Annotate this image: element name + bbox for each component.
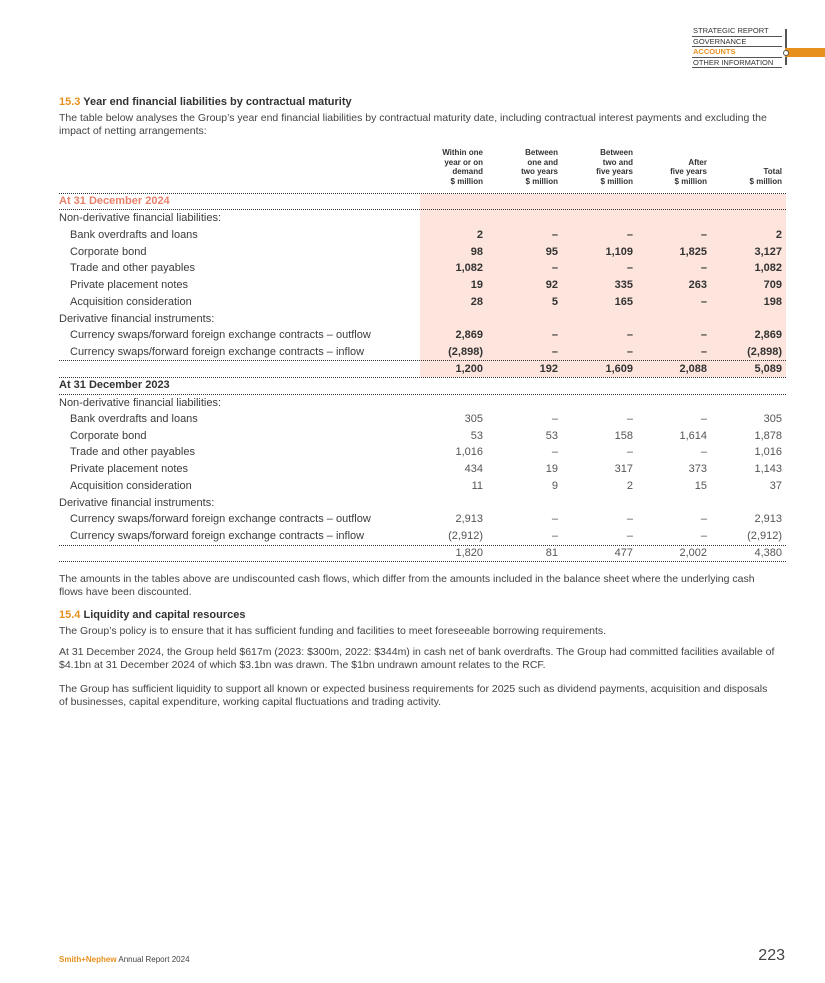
col-header-line: $ million: [525, 176, 558, 186]
table-row: [59, 294, 786, 311]
cell: 1,143: [754, 463, 782, 476]
report-name: Annual Report 2024: [116, 955, 190, 964]
footer-brand: [59, 955, 190, 964]
table-row: [59, 461, 786, 478]
cell: 192: [539, 362, 558, 375]
col-header-line: five years: [596, 167, 633, 176]
cell: –: [626, 513, 633, 526]
row-label: Currency swaps/forward foreign exchange contracts – outflow: [70, 329, 371, 342]
total-row-2023: [59, 545, 786, 562]
cell: –: [700, 413, 707, 425]
cell: 434: [464, 463, 483, 476]
nav-governance[interactable]: GOVERNANCE: [692, 37, 782, 48]
nav-strategic-report[interactable]: STRATEGIC REPORT: [692, 26, 782, 37]
cell: 477: [614, 546, 633, 559]
nav-other-information[interactable]: OTHER INFORMATION: [692, 58, 782, 69]
cell: –: [551, 513, 558, 526]
cell: 4,380: [754, 546, 782, 559]
section-15-3-intro: The table below analyses the Group’s year end financial liabilities by contractual maturity date, including contractual interest payments and excluding the impact of netting arrangements:: [59, 112, 767, 137]
category-text: Derivative financial instruments:: [59, 312, 215, 325]
paragraph: The Group’s policy is to ensure that it has sufficient funding and facilities to meet foreseeable borrowing requirements.: [59, 625, 607, 637]
cell: (2,912): [448, 529, 483, 542]
cell: 1,082: [754, 262, 782, 275]
col-header-line: $ million: [450, 176, 483, 186]
row-label: Trade and other payables: [70, 262, 195, 275]
row-label: Acquisition consideration: [70, 295, 192, 308]
cell: –: [700, 262, 707, 275]
nav-accounts[interactable]: ACCOUNTS: [692, 47, 782, 58]
cell: –: [700, 229, 707, 241]
cell: 53: [545, 429, 558, 442]
cell: –: [626, 345, 633, 358]
cell: 165: [614, 295, 633, 308]
cell: –: [626, 413, 633, 425]
cell: –: [551, 229, 558, 241]
cell: –: [700, 529, 707, 542]
cell: 2: [476, 229, 483, 241]
row-label: Currency swaps/forward foreign exchange contracts – inflow: [70, 345, 365, 358]
table-row: [59, 277, 786, 294]
table-row: [59, 344, 786, 361]
cell: 317: [614, 463, 633, 476]
brand-name: Smith+Nephew: [59, 955, 117, 964]
year-heading-2024: [59, 193, 786, 210]
cell: –: [700, 345, 707, 358]
category-label: [59, 210, 786, 227]
cell: 2: [626, 479, 633, 492]
cell: –: [626, 262, 633, 275]
section-heading: Liquidity and capital resources: [83, 609, 246, 621]
col-header-line: $ million: [600, 176, 633, 186]
category-label: [59, 395, 786, 412]
cell: 19: [470, 279, 483, 292]
col-header-two-to-five-years: [596, 148, 633, 186]
cell: 95: [545, 245, 558, 258]
cell: –: [700, 329, 707, 342]
cell: 2,913: [455, 513, 483, 526]
table-row: [59, 444, 786, 461]
cell: 98: [470, 245, 483, 258]
divider: [59, 561, 786, 562]
cell: 1,825: [679, 245, 707, 258]
row-label: Currency swaps/forward foreign exchange contracts – inflow: [70, 529, 365, 542]
category-text: Derivative financial instruments:: [59, 496, 215, 509]
table-row: [59, 327, 786, 344]
col-header-one-to-two-years: [521, 148, 558, 186]
table-row: [59, 260, 786, 277]
cell: 1,820: [455, 546, 483, 559]
cell: –: [551, 345, 558, 358]
row-label: Private placement notes: [70, 279, 189, 292]
section-heading: Year end financial liabilities by contractual maturity: [83, 96, 352, 108]
cell: 1,082: [455, 262, 483, 275]
section-number: 15.3: [59, 96, 81, 108]
paragraph: The Group has sufficient liquidity to support all known or expected business requirements for 2025 such as dividend payments, acquisition and disposals of businesses, capital expenditure, working capital fluctuations and trading activity.: [59, 683, 768, 708]
cell: –: [626, 329, 633, 342]
cell: 1,016: [754, 446, 782, 459]
col-header-line: $ million: [674, 176, 707, 186]
col-header-line: Between: [600, 148, 633, 157]
col-header-line: two and: [602, 157, 633, 167]
table-row: [59, 428, 786, 445]
cell: 2,869: [455, 329, 483, 342]
cell: 158: [614, 429, 633, 442]
cell: 1,614: [679, 429, 707, 442]
row-label: Trade and other payables: [70, 446, 195, 459]
cell: 15: [694, 479, 707, 492]
paragraph: At 31 December 2024, the Group held $617m (2023: $300m, 2022: $344m) in cash net of bank overdrafts. The Group had committed facilities available of $4.1bn at 31 December 2024 of which $3.1bn was drawn. The $1bn undrawn amount relates to the RCF.: [59, 646, 775, 671]
year-heading-label: At 31 December 2023: [59, 379, 170, 391]
col-header-line: $ million: [749, 176, 782, 186]
cell: –: [626, 529, 633, 542]
cell: 2: [775, 229, 782, 241]
col-header-line: Within one: [442, 148, 483, 157]
col-header-line: Between: [525, 148, 558, 157]
cell: –: [551, 446, 558, 459]
table-note: The amounts in the tables above are undiscounted cash flows, which differ from the amounts included in the balance sheet where the underlying cash flows have been discounted.: [59, 573, 755, 598]
cell: (2,898): [448, 345, 483, 358]
year-heading-2023: [59, 377, 786, 394]
table-row: [59, 478, 786, 495]
col-header-line: two years: [521, 167, 558, 176]
col-header-line: demand: [452, 167, 483, 176]
section-15-4-title: [59, 609, 245, 621]
cell: 5: [551, 295, 558, 308]
nav-dot: [783, 50, 789, 56]
table-row: [59, 511, 786, 528]
cell: 37: [769, 479, 782, 492]
cell: 1,609: [605, 362, 633, 375]
cell: 1,200: [455, 362, 483, 375]
cell: 373: [688, 463, 707, 476]
cell: 5,089: [754, 362, 782, 375]
cell: 81: [545, 546, 558, 559]
cell: –: [626, 229, 633, 241]
col-header-line: five years: [670, 167, 707, 176]
table-row: [59, 227, 786, 244]
nav-bar: [785, 29, 787, 65]
cell: 198: [763, 295, 782, 308]
row-label: Bank overdrafts and loans: [70, 229, 198, 241]
cell: 335: [614, 279, 633, 292]
cell: –: [700, 295, 707, 308]
cell: 9: [551, 479, 558, 492]
cell: –: [700, 446, 707, 459]
cell: –: [551, 329, 558, 342]
cell: 305: [464, 413, 483, 425]
cell: 11: [471, 479, 483, 492]
row-label: Corporate bond: [70, 245, 147, 258]
row-label: Acquisition consideration: [70, 479, 192, 492]
category-label: [59, 495, 786, 512]
section-nav: [692, 26, 782, 68]
section-15-3-title: [59, 96, 352, 108]
table-row: [59, 411, 786, 428]
row-label: Bank overdrafts and loans: [70, 413, 198, 425]
cell: 53: [470, 429, 483, 442]
section-number: 15.4: [59, 609, 81, 621]
cell: –: [700, 513, 707, 526]
col-header-total: [750, 167, 782, 186]
row-label: Currency swaps/forward foreign exchange contracts – outflow: [70, 513, 371, 526]
col-header-line: one and: [527, 157, 558, 167]
cell: 1,016: [455, 446, 483, 459]
table-row: [59, 244, 786, 261]
cell: 2,913: [754, 513, 782, 526]
cell: 1,878: [754, 429, 782, 442]
year-heading-label: At 31 December 2024: [59, 195, 170, 207]
nav-active-marker: [785, 48, 825, 57]
cell: (2,912): [747, 529, 782, 542]
cell: 19: [545, 463, 558, 476]
col-header-after-five-years: [670, 158, 707, 187]
cell: 3,127: [754, 245, 782, 258]
cell: –: [551, 529, 558, 542]
cell: 709: [763, 279, 782, 292]
cell: 2,869: [754, 329, 782, 342]
col-header-line: year or on: [444, 157, 483, 167]
cell: 2,002: [679, 546, 707, 559]
page-number: 223: [758, 947, 785, 964]
col-header-line: After: [688, 157, 707, 167]
row-label: Private placement notes: [70, 463, 189, 476]
cell: –: [551, 413, 558, 425]
col-header-line: Total: [763, 167, 782, 176]
category-text: Non-derivative financial liabilities:: [59, 396, 222, 409]
cell: 263: [688, 279, 707, 292]
cell: –: [551, 262, 558, 275]
category-text: Non-derivative financial liabilities:: [59, 212, 222, 224]
category-label: [59, 311, 786, 328]
cell: 305: [763, 413, 782, 425]
table-row: [59, 528, 786, 545]
cell: 92: [545, 279, 558, 292]
cell: –: [626, 446, 633, 459]
cell: 28: [470, 295, 483, 308]
cell: 1,109: [605, 245, 633, 258]
col-header-within-one-year: [442, 148, 483, 186]
row-label: Corporate bond: [70, 429, 147, 442]
cell: (2,898): [747, 345, 782, 358]
cell: 2,088: [679, 362, 707, 375]
total-row-2024: [59, 361, 786, 378]
